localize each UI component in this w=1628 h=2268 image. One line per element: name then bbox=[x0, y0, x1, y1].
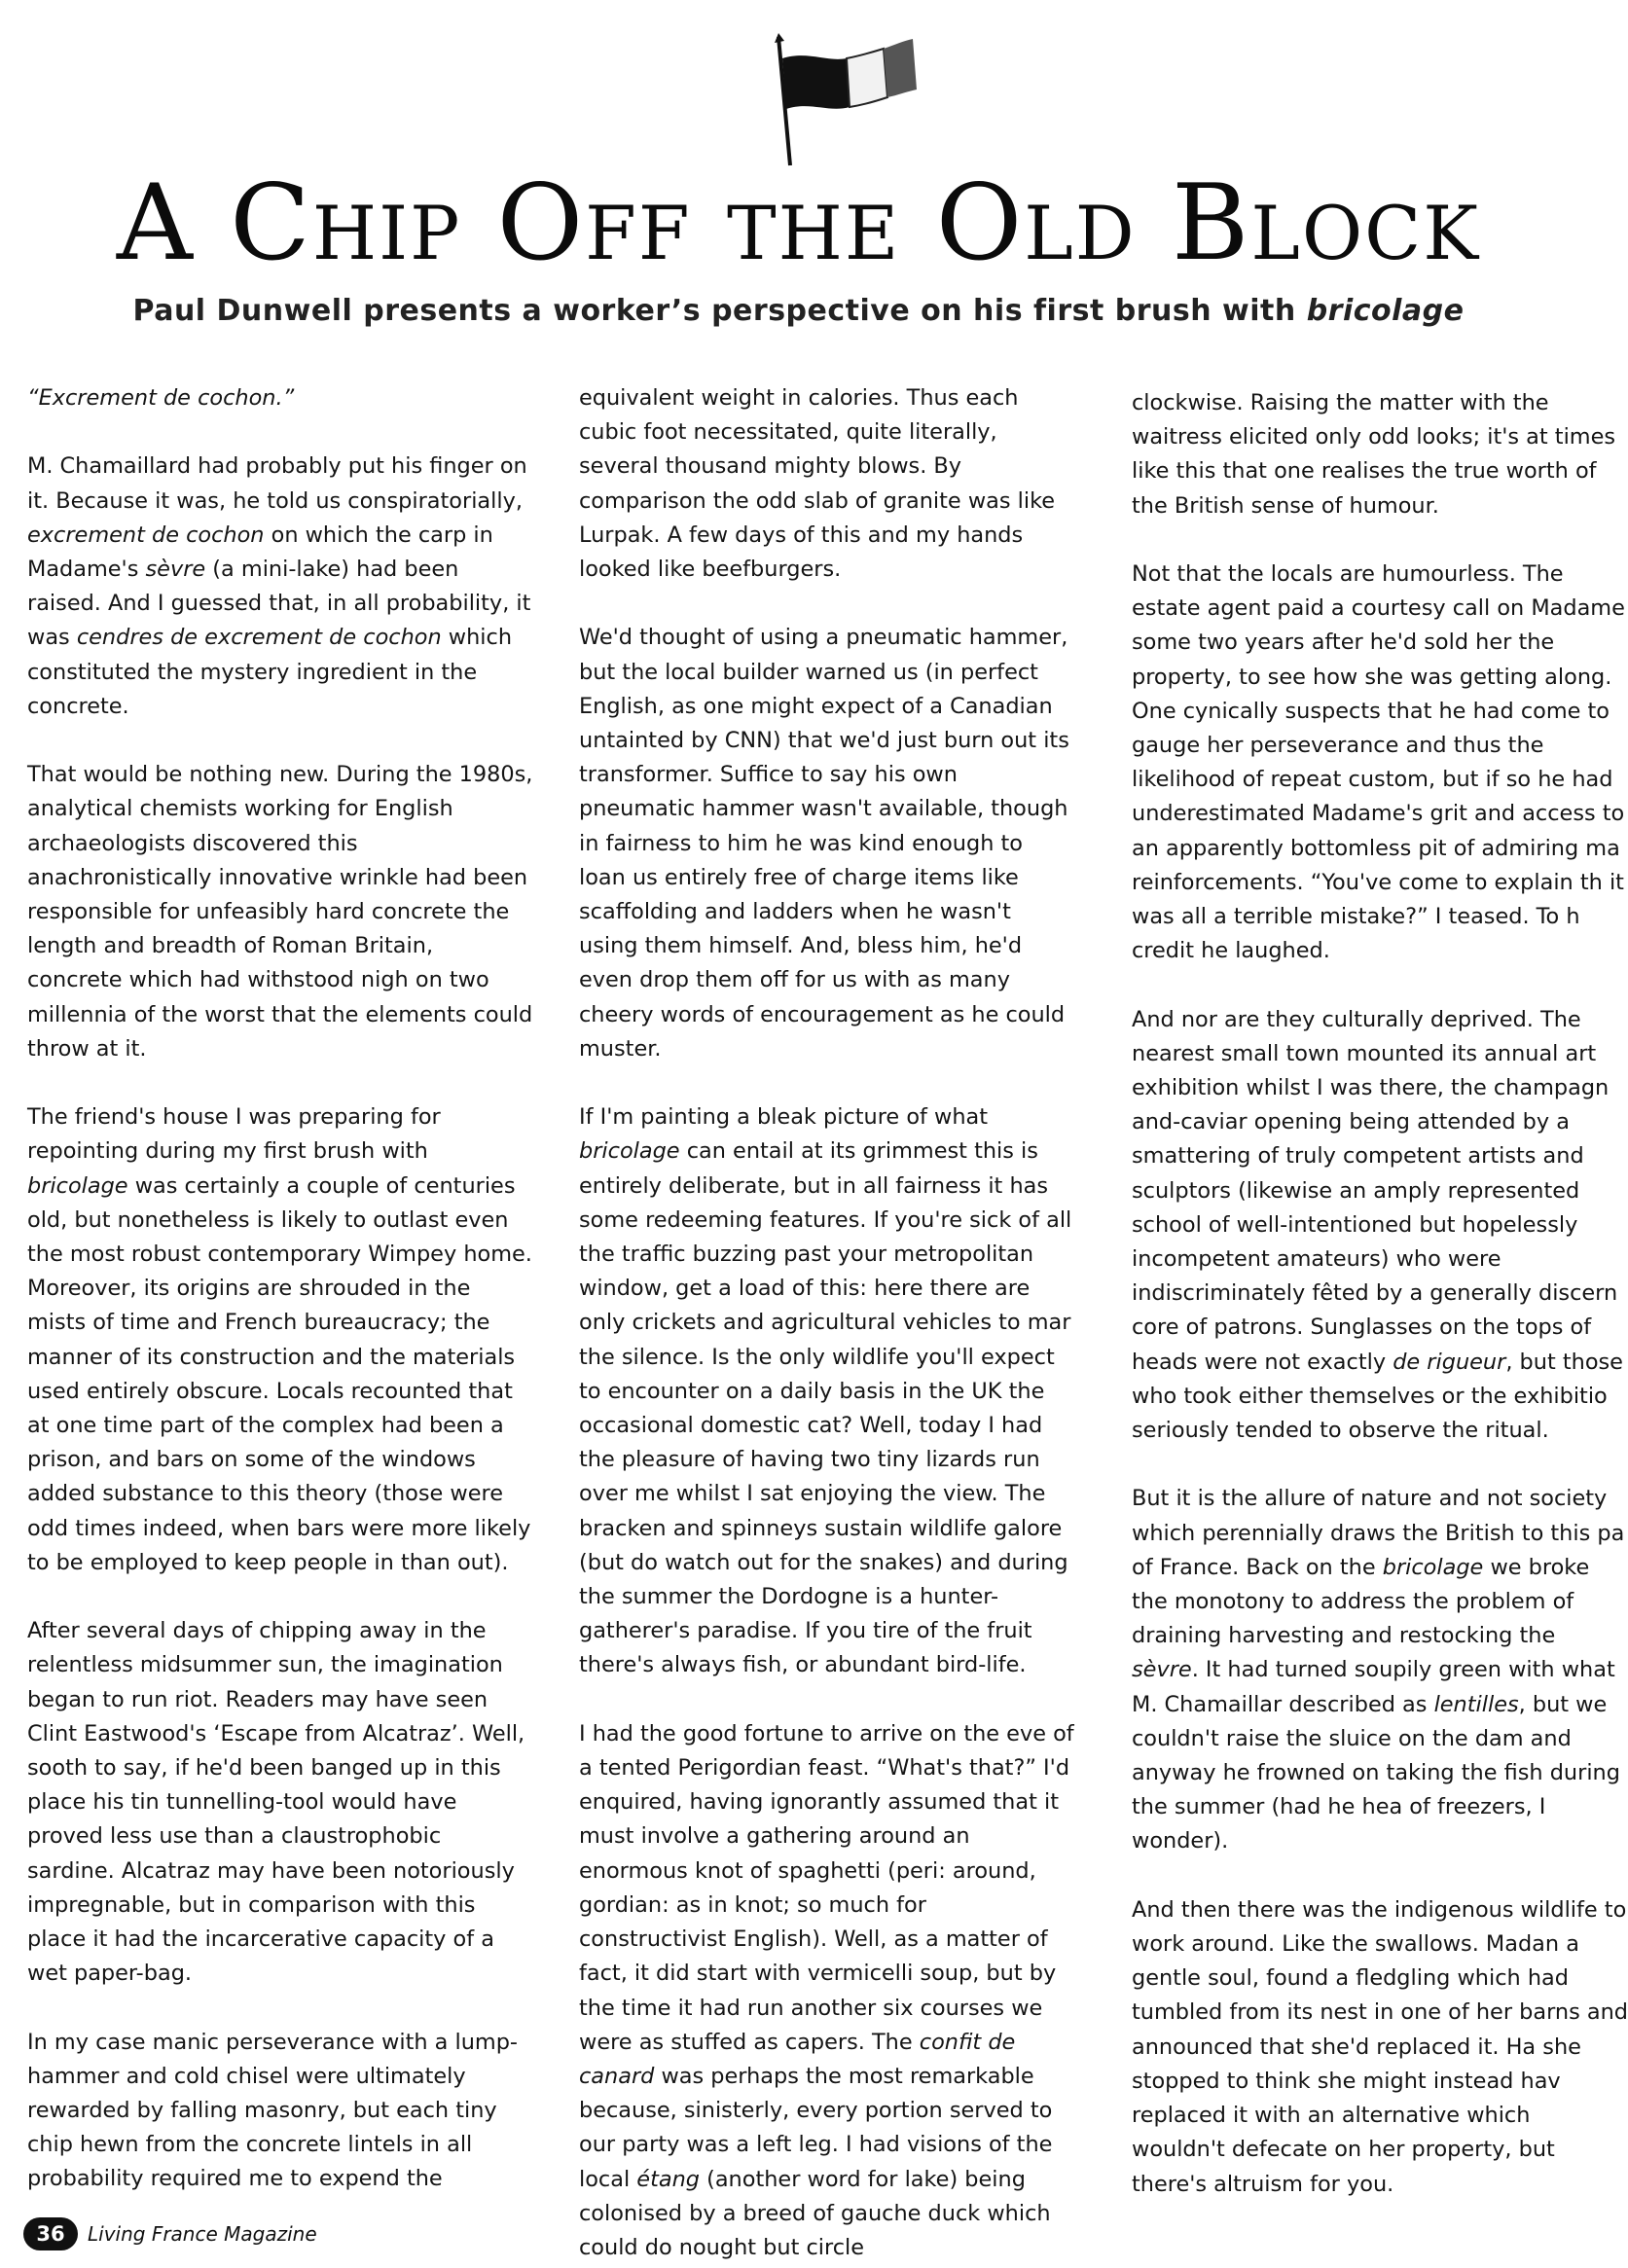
page-footer bbox=[23, 2214, 317, 2253]
magazine-name: Living France Magazine bbox=[88, 2222, 317, 2246]
paragraph bbox=[579, 1717, 1075, 2265]
text-run: was perhaps the most remarkable because, sinisterly, every portion served to our party was a left leg. I had visions of the local bbox=[579, 2063, 1053, 2192]
paragraph bbox=[27, 2026, 533, 2197]
paragraph bbox=[27, 1100, 533, 1580]
italic-text: excrement de cochon bbox=[27, 522, 265, 548]
text-run: was certainly a couple of centuries old, but nonetheless is likely to outlast even the most robust contemporary Wimpey home. Moreover, its origins are shrouded in the mists of time and French bureaucracy; the manner of its construction and the materials used entirely obscure. Locals recounted that at one time part of the complex had been a prison, and bars on some of the windows added substance to this theory (those were odd times indeed, when bars were more likely to be employed to keep people in than out). bbox=[27, 1172, 532, 1575]
text-run: In my case manic perseverance with a lump-hammer and cold chisel were ultimately rewarded by falling masonry, but each tiny chip hewn from the concrete lintels in all probability required me to expend the bbox=[27, 2029, 519, 2192]
paragraph bbox=[579, 381, 1075, 587]
text-run: The friend's house I was preparing for repointing during my first brush with bbox=[27, 1104, 441, 1165]
text-run: clockwise. Raising the matter with the waitress elicited only odd looks; it's at times like this that one realises the true worth of the British sense of humour. bbox=[1132, 390, 1616, 519]
italic-text: bricolage bbox=[579, 1138, 680, 1165]
italic-text: de rigueur bbox=[1393, 1349, 1506, 1375]
article-title: A Chip Off the Old Block bbox=[116, 162, 1481, 284]
text-run: which constituted the mystery ingredient in the concrete. bbox=[27, 625, 513, 719]
italic-text: confit de canard bbox=[579, 2029, 1016, 2089]
text-run: Not that the locals are humourless. The estate agent paid a courtesy call on Madame some two years after he'd sold her the property, to see how she was getting along. One cynically suspects that he had come to gauge her perseverance and thus the likelihood of repeat custom, but if so he had underestimated Madame's grit and access to an apparently bottomless pit of admiring ma reinforcements. “You've come to explain th it was all a terrible mistake?” I teased. To h credit he laughed. bbox=[1132, 561, 1625, 964]
text-column-1 bbox=[27, 381, 533, 2197]
italic-text: cendres de excrement de cochon bbox=[76, 625, 442, 651]
italic-text: étang bbox=[636, 2166, 700, 2192]
italic-text: bricolage bbox=[27, 1172, 128, 1199]
italic-text: sèvre bbox=[1132, 1657, 1192, 1683]
paragraph bbox=[27, 381, 533, 415]
paragraph bbox=[579, 1100, 1075, 1682]
paragraph bbox=[579, 621, 1075, 1066]
paragraph bbox=[27, 758, 533, 1066]
text-run: If I'm painting a bleak picture of what bbox=[579, 1104, 989, 1131]
french-flag-icon bbox=[740, 29, 934, 175]
text-run: After several days of chipping away in the relentless midsummer sun, the imagination began to run riot. Readers may have seen Clint Eastwood's ‘Escape from Alcatraz’. Well, sooth to say, if he'd been banged up in this place his tin tunnelling-tool would have proved less use than a claustrophobic sardine. Alcatraz may have been notoriously impregnable, but in comparison with this place it had the incarcerative capacity of a wet paper-bag. bbox=[27, 1618, 525, 1987]
text-run: M. Chamaillard had probably put his finger on it. Because it was, he told us conspiratorially, bbox=[27, 453, 527, 514]
text-run: And nor are they culturally deprived. The nearest small town mounted its annual art exhibition whilst I was there, the champagn and-caviar opening being attended by a smattering of truly competent artists and sculptors (likewise an amply represented school of well-intentioned but hopelessly incompetent amateurs) who were indiscriminately fêted by a generally discern core of patrons. Sunglasses on the tops of heads were not exactly bbox=[1132, 1006, 1618, 1375]
page-number-badge: 36 bbox=[23, 2217, 78, 2250]
text-run: , but we couldn't raise the sluice on the dam and anyway he frowned on taking the fish during the summer (had he hea of freezers, I wonder). bbox=[1132, 1691, 1620, 1854]
text-run: I had the good fortune to arrive on the eve of a tented Perigordian feast. “What's that?” I'd enquired, having ignorantly assumed that it must involve a gathering around an enormous knot of spaghetti (peri: around, gordian: as in knot; so much for constructivist English). Well, as a matter of fact, it did start with vermicelli soup, but by the time it had run another six courses we were as stuffed as capers. The bbox=[579, 1720, 1074, 2055]
text-run: we broke the monotony to address the problem of draining harvesting and restocking the bbox=[1132, 1554, 1590, 1649]
paragraph bbox=[1132, 558, 1628, 968]
italic-text: “Excrement de cochon.” bbox=[27, 385, 295, 411]
italic-text: sèvre bbox=[145, 557, 206, 582]
text-run: (a mini-lake) had been raised. And I guessed that, in all probability, it was bbox=[27, 557, 531, 651]
text-run: can entail at its grimmest this is entirely deliberate, but in all fairness it has some redeeming features. If you're sick of all the traffic buzzing past your metropolitan window, get a load of this: here there are only crickets and agricultural vehicles to mar the silence. Is the only wildlife you'll expect to encounter on a daily basis in the UK the occasional domestic cat? Well, today I had the pleasure of having two tiny lizards run over me whilst I sat enjoying the view. The bracken and spinneys sustain wildlife galore (but do watch out for the snakes) and during the summer the Dordogne is a hunter-gatherer's paradise. If you tire of the fruit there's always fish, or abundant bird-life. bbox=[579, 1138, 1072, 1678]
article-subtitle: Paul Dunwell presents a worker’s perspective on his first brush with bricolage bbox=[132, 294, 1465, 328]
text-run: . It had turned soupily green with what M. Chamaillar described as bbox=[1132, 1657, 1615, 1717]
text-run: equivalent weight in calories. Thus each cubic foot necessitated, quite literally, several thousand mighty blows. By comparison the odd slab of granite was like Lurpak. A few days of this and my hands looked like beefburgers. bbox=[579, 385, 1056, 583]
text-run: on which the carp in Madame's bbox=[27, 522, 493, 582]
paragraph bbox=[1132, 386, 1628, 523]
text-column-2 bbox=[579, 381, 1075, 2265]
italic-text: lentilles bbox=[1433, 1691, 1519, 1717]
paragraph bbox=[27, 450, 533, 724]
text-run: We'd thought of using a pneumatic hammer, but the local builder warned us (in perfect English, as one might expect of a Canadian untainted by CNN) that we'd just burn out its transformer. Suffice to say his own pneumatic hammer wasn't available, though in fairness to him he was kind enough to loan us entirely free of charge items like scaffolding and ladders when he wasn't using them himself. And, bless him, he'd even drop them off for us with as many cheery words of encouragement as he could muster. bbox=[579, 625, 1069, 1062]
paragraph bbox=[1132, 1003, 1628, 1449]
text-run: (another word for lake) being colonised by a breed of gauche duck which could do nought but circle bbox=[579, 2166, 1051, 2260]
text-run: , but those who took either themselves or the exhibitio seriously tended to observe the ritual. bbox=[1132, 1349, 1623, 1444]
text-run: But it is the allure of nature and not society which perennially draws the British to this pa of France. Back on the bbox=[1132, 1486, 1625, 1580]
paragraph bbox=[27, 1614, 533, 1991]
text-run: That would be nothing new. During the 1980s, analytical chemists working for English archaeologists discovered this anachronistically innovative wrinkle had been responsible for unfeasibly hard concrete the length and breadth of Roman Britain, concrete which had withstood nigh on two millennia of the worst that the elements could throw at it. bbox=[27, 762, 533, 1062]
paragraph bbox=[1132, 1893, 1628, 2202]
text-run: And then there was the indigenous wildlife to work around. Like the swallows. Madan a gentle soul, found a fledgling which had tumbled from its nest in one of her barns and announced that she'd replaced it. Ha she stopped to think she might instead hav replaced it with an alternative which wouldn't defecate on her property, but there's altruism for you. bbox=[1132, 1896, 1628, 2197]
text-column-3 bbox=[1132, 386, 1628, 2202]
italic-text: bricolage bbox=[1382, 1554, 1484, 1580]
paragraph bbox=[1132, 1482, 1628, 1858]
